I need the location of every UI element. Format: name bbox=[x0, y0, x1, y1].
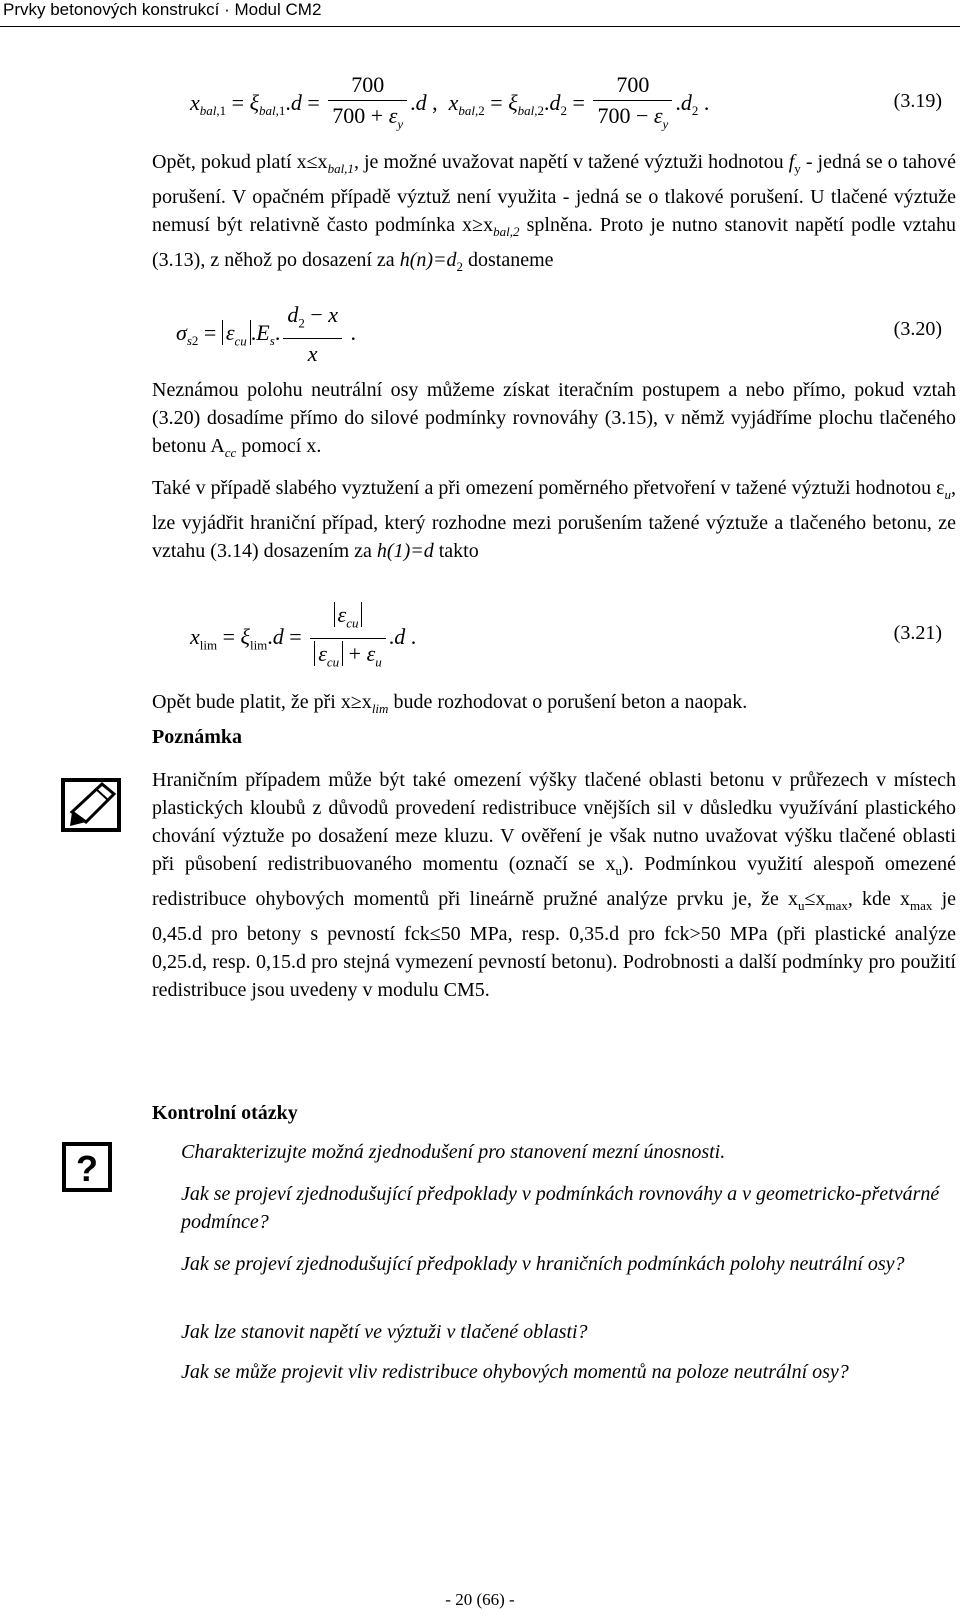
page-header: Prvky betonových konstrukcí · Modul CM2 bbox=[3, 0, 322, 19]
question-mark-icon bbox=[62, 1142, 114, 1199]
paragraph: Také v případě slabého vyztužení a při omezení poměrného přetvoření v tažené výztuži hodnotou $\varepsilon_u$, lze vyjádřit hraniční případ, který rozhodne mezi porušením tažené výztuže a tlačeného betonu, ze vztahu (3.14) dosazením za h(1)=d takto bbox=[152, 477, 956, 562]
note-text: Hraničním případem může být také omezení výšky tlačené oblasti betonu v průřezech v místech plastických kloubů z důvodů provedení redistribuce vnějších sil v důsledku využívání plastického chování výztuže po dosažení meze kluzu. V ověření je však nutno uvažovat výšku tlačené oblasti při působení redistribuovaného momentu (označí se $x_u$). Podmínkou využití alespoň omezené redistribuce ohybových momentů při lineárně pružné analýze prvku je, že $x_u\le x_{max}$, kde $x_{max}$ je 0,45.d pro betony s pevností fck≤50 MPa, resp. 0,35.d pro fck>50 MPa (při plastické analýze 0,25.d, resp. 0,15.d pro stejná vymezení pevností betonu). Podrobnosti a další podmínky pro použití redistribuce jsou uvedeny v modulu CM5. bbox=[152, 769, 956, 1001]
question-item: Jak se může projevit vliv redistribuce ohybových momentů na poloze neutrální osy? bbox=[181, 1361, 849, 1383]
equation-number: (3.21) bbox=[893, 622, 942, 644]
questions-heading: Kontrolní otázky bbox=[152, 1102, 298, 1124]
equation-3-19: $x_{bal,1} = \xi_{bal,1}.d$ = $\frac{700}{700 + \varepsilon_y}$ .d , $x_{bal,2} = \xi_{bal,2}.d_2$ = $\frac{700}{700 - \varepsilon_y}$ $.d_2$ . bbox=[190, 72, 710, 132]
equation-3-21: $x_{lim} = \xi_{lim}.d$ = $\frac{\varepsilon_{cu}}{\varepsilon_{cu} + \varepsilon_u}$ .d . bbox=[190, 602, 417, 670]
question-item: Jak se projeví zjednodušující předpoklady v hraničních podmínkách polohy neutrální osy? bbox=[181, 1253, 905, 1275]
equation-3-20: $\sigma_{s2} = \varepsilon_{cu}$ $.E_s$. $\frac{d_2 - x}{x}$ . bbox=[176, 302, 356, 367]
page-number: - 20 (66) - bbox=[445, 1590, 515, 1609]
svg-text:?: ? bbox=[76, 1148, 98, 1189]
paragraph: Neznámou polohu neutrální osy můžeme získat iteračním postupem a nebo přímo, pokud vztah (3.20) dosadíme přímo do silové podmínky rovnováhy (3.15), v němž vyjádříme plochu tlačeného betonu $A_{cc}$ pomocí x. bbox=[152, 379, 956, 460]
note-pencil-icon bbox=[60, 772, 126, 843]
question-item: Jak se projeví zjednodušující předpoklady v podmínkách rovnováhy a v geometricko-přetvárné podmínce? bbox=[181, 1183, 940, 1233]
paragraph: Opět, pokud platí $x\le x_{bal,1}$, je možné uvažovat napětí v tažené výztuži hodnotou $f_y$ - jedná se o tahové porušení. V opačném případě výztuž není využita - jedná se o tlakové porušení. U tlačené výztuže nemusí být relativně často podmínka $x\ge x_{bal,2}$ splněna. Proto je nutno stanovit napětí podle vztahu (3.13), z něhož po dosazení za $h(n)=d_2$ dostaneme bbox=[152, 151, 956, 274]
header-divider bbox=[0, 26, 960, 27]
equation-number: (3.20) bbox=[893, 318, 942, 340]
question-item: Jak lze stanovit napětí ve výztuži v tlačené oblasti? bbox=[181, 1321, 588, 1343]
question-item: Charakterizujte možná zjednodušení pro stanovení mezní únosnosti. bbox=[181, 1141, 726, 1163]
note-heading: Poznámka bbox=[152, 726, 242, 748]
equation-number: (3.19) bbox=[893, 90, 942, 112]
paragraph: Opět bude platit, že při $x\ge x_{lim}$ bude rozhodovat o porušení beton a naopak. bbox=[152, 691, 748, 716]
